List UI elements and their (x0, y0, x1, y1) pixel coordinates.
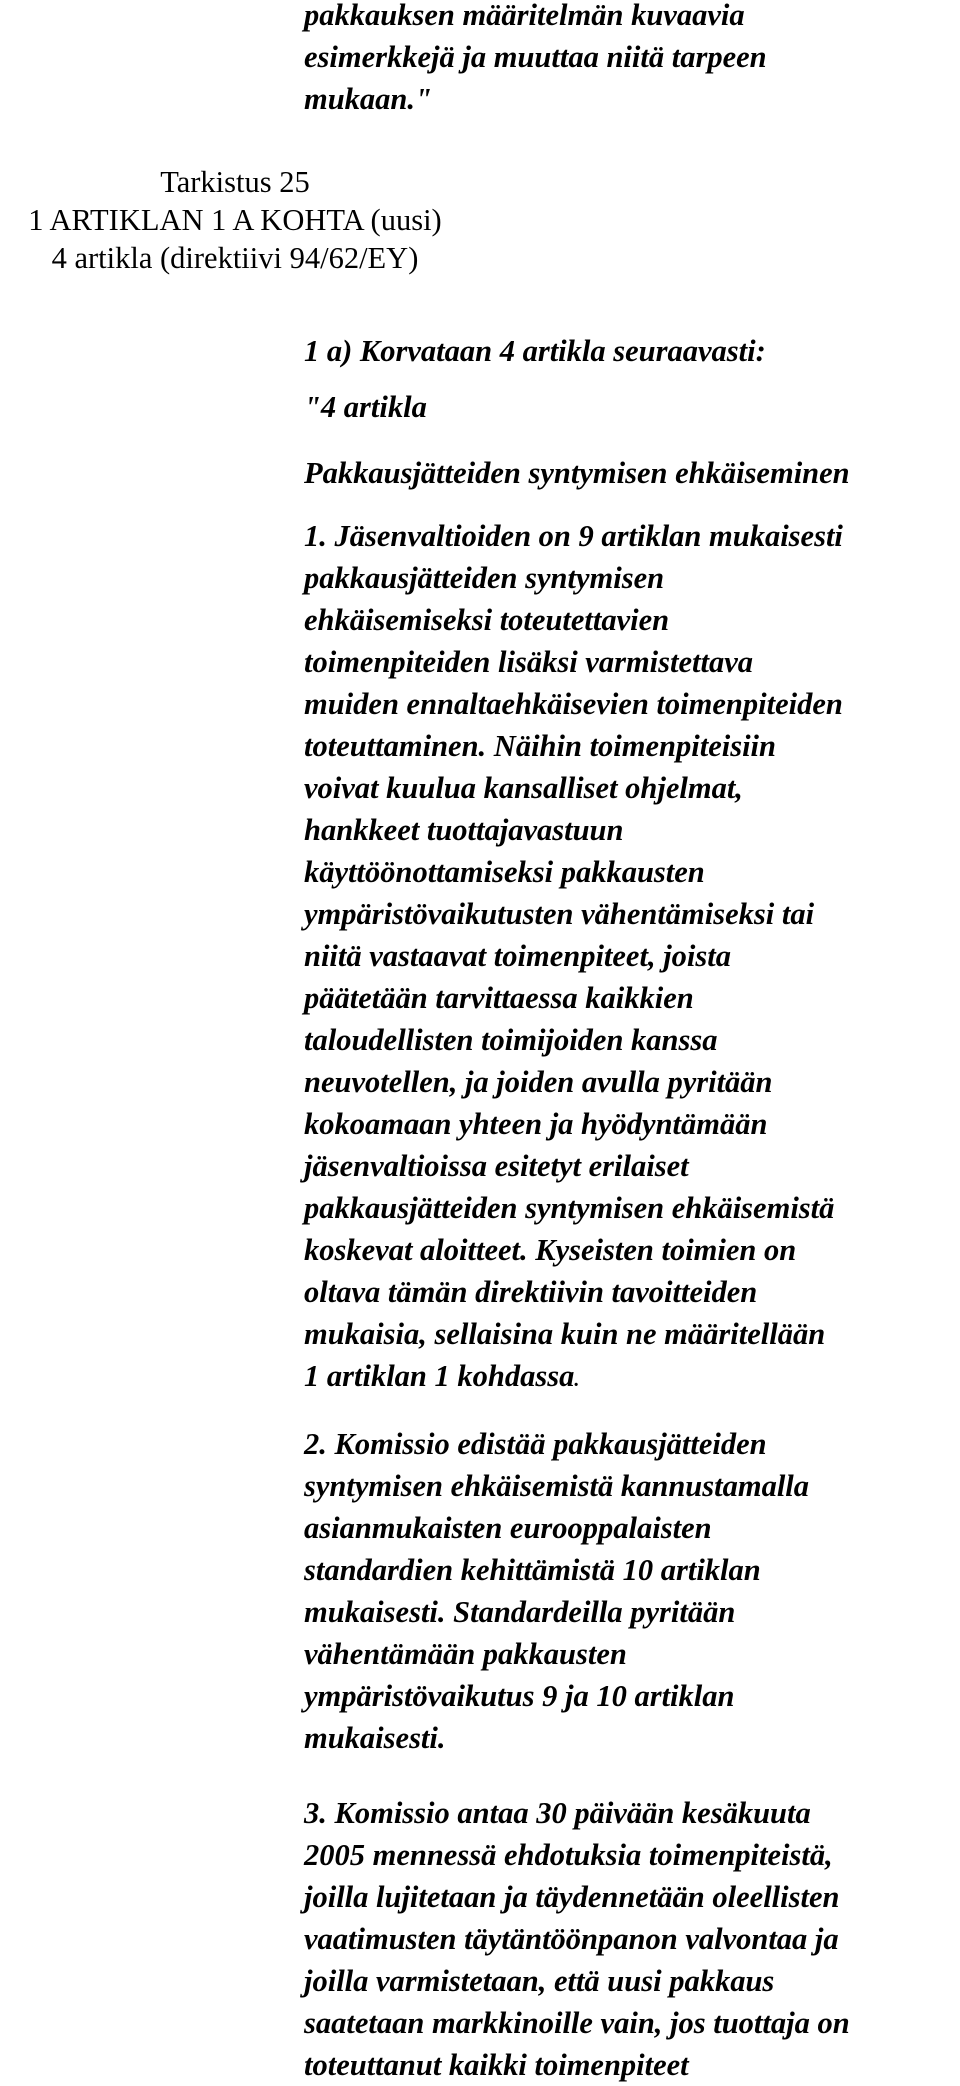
text-line: vähentämään pakkausten (304, 1637, 627, 1671)
text-line-last (304, 1355, 843, 1401)
text-line: vaatimusten täytäntöönpanon valvontaa ja (304, 1922, 839, 1956)
text-line: voivat kuulua kansalliset ohjelmat, (304, 771, 743, 805)
text-line: joilla lujitetaan ja täydennetään oleellisten (304, 1880, 840, 1914)
text-line: toteuttaminen. Näihin toimenpiteisiin (304, 729, 776, 763)
text-fragment: 1 artiklan 1 kohdassa (304, 1359, 575, 1393)
text-line: 1. Jäsenvaltioiden on 9 artiklan mukaisesti (304, 519, 843, 553)
text-line: taloudellisten toimijoiden kanssa (304, 1023, 718, 1057)
period-mark: . (574, 1369, 580, 1391)
text-line: pakkausjätteiden syntymisen ehkäisemistä (304, 1191, 835, 1225)
paragraph-2 (304, 1423, 809, 1759)
amendment-block (0, 163, 470, 277)
text-line: koskevat aloitteet. Kyseisten toimien on (304, 1233, 797, 1267)
text-line: ympäristövaikutus 9 ja 10 artiklan (304, 1679, 735, 1713)
intro-line: 1 a) Korvataan 4 artikla seuraavasti: (304, 334, 766, 368)
text-line: pakkauksen määritelmän kuvaavia (304, 0, 745, 32)
text-line: mukaisia, sellaisina kuin ne määritellään (304, 1317, 826, 1351)
text-line: 3. Komissio antaa 30 päivään kesäkuuta (304, 1796, 811, 1830)
text-line: muiden ennaltaehkäisevien toimenpiteiden (304, 687, 843, 721)
text-line: ympäristövaikutusten vähentämiseksi tai (304, 897, 815, 931)
text-line: ehkäisemiseksi toteutettavien (304, 603, 670, 637)
text-line: 2. Komissio edistää pakkausjätteiden (304, 1427, 767, 1461)
text-line: standardien kehittämistä 10 artiklan (304, 1553, 761, 1587)
text-line: pakkausjätteiden syntymisen (304, 561, 665, 595)
text-line: mukaisesti. Standardeilla pyritään (304, 1595, 736, 1629)
text-line: mukaan." (304, 82, 432, 116)
text-line: toteuttanut kaikki toimenpiteet (304, 2048, 689, 2082)
text-line: saatetaan markkinoille vain, jos tuottaja on (304, 2006, 850, 2040)
text-line: oltava tämän direktiivin tavoitteiden (304, 1275, 758, 1309)
text-line: kokoamaan yhteen ja hyödyntämään (304, 1107, 768, 1141)
top-continuation (304, 0, 767, 120)
text-line: 2005 mennessä ehdotuksia toimenpiteistä, (304, 1838, 833, 1872)
text-line: esimerkkejä ja muuttaa niitä tarpeen (304, 40, 767, 74)
text-line: syntymisen ehkäisemistä kannustamalla (304, 1469, 810, 1503)
amendment-article-ref: 1 ARTIKLAN 1 A KOHTA (uusi) (28, 203, 442, 237)
amendment-directive-ref: 4 artikla (direktiivi 94/62/EY) (51, 241, 419, 275)
text-line: käyttöönottamiseksi pakkausten (304, 855, 705, 889)
text-line: joilla varmistetaan, että uusi pakkaus (304, 1964, 775, 1998)
article-heading: "4 artikla (304, 390, 427, 424)
paragraph-1 (304, 515, 843, 1401)
subject-heading: Pakkausjätteiden syntymisen ehkäiseminen (304, 456, 850, 490)
amendment-title: Tarkistus 25 (160, 165, 310, 199)
text-line: niitä vastaavat toimenpiteet, joista (304, 939, 731, 973)
text-line: mukaisesti. (304, 1721, 446, 1755)
text-line: päätetään tarvittaessa kaikkien (304, 981, 694, 1015)
text-line: toimenpiteiden lisäksi varmistettava (304, 645, 754, 679)
text-line: hankkeet tuottajavastuun (304, 813, 624, 847)
text-line: jäsenvaltioissa esitetyt erilaiset (304, 1149, 689, 1183)
text-line: neuvotellen, ja joiden avulla pyritään (304, 1065, 773, 1099)
paragraph-3 (304, 1792, 850, 2086)
text-line: asianmukaisten eurooppalaisten (304, 1511, 712, 1545)
